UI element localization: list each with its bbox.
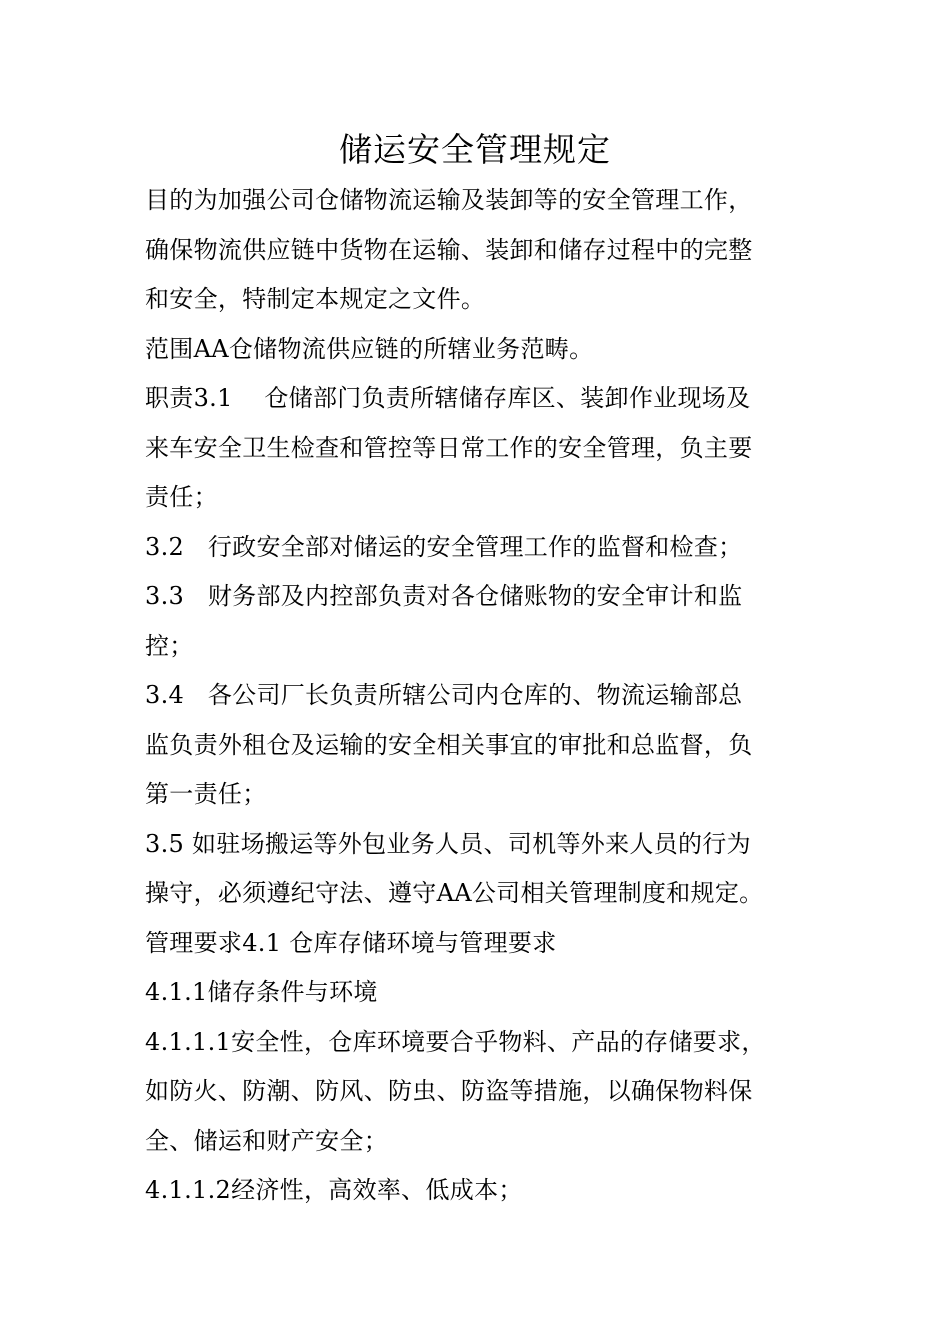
paragraph-responsibility-3-2 (145, 523, 813, 573)
paragraph-4-1-1-1 (145, 1018, 813, 1167)
text-line: 控； (145, 631, 194, 660)
text-line: 管理要求4.1 仓库存储环境与管理要求 (145, 928, 557, 957)
text-line: 全、储运和财产安全； (145, 1126, 388, 1155)
text-line: 3.4 各公司厂长负责所辖公司内仓库的、物流运输部总 (145, 681, 743, 709)
paragraph-4-1-1-2 (145, 1166, 813, 1216)
paragraph-responsibility-3-1 (145, 374, 813, 523)
text-line: 3.2 行政安全部对储运的安全管理工作的监督和检查； (145, 532, 743, 561)
text-line: 目的为加强公司仓储物流运输及装卸等的安全管理工作， (145, 186, 753, 214)
text-line: 操守，必须遵纪守法、遵守AA公司相关管理制度和规定。 (145, 879, 764, 907)
text-line: 4.1.1储存条件与环境 (145, 978, 378, 1006)
text-line: 确保物流供应链中货物在运输、装卸和储存过程中的完整 (145, 235, 753, 264)
text-line: 范围AA仓储物流供应链的所辖业务范畴。 (145, 334, 594, 363)
text-line: 第一责任； (145, 780, 267, 808)
text-line: 监负责外租仓及运输的安全相关事宜的审批和总监督，负 (145, 730, 753, 759)
text-line: 如防火、防潮、防风、防虫、防盗等措施，以确保物料保 (145, 1077, 753, 1105)
paragraph-responsibility-3-4 (145, 671, 813, 820)
text-line: 4.1.1.1安全性，仓库环境要合乎物料、产品的存储要求， (145, 1027, 766, 1056)
text-line: 责任； (145, 483, 218, 511)
document-body (145, 176, 813, 1216)
paragraph-responsibility-3-3 (145, 572, 813, 671)
paragraph-responsibility-3-5 (145, 820, 813, 919)
document-title: 储运安全管理规定 (339, 130, 611, 169)
text-line: 和安全，特制定本规定之文件。 (145, 285, 486, 313)
paragraph-scope (145, 325, 813, 375)
text-line: 4.1.1.2经济性，高效率、低成本； (145, 1176, 523, 1204)
text-line: 3.5 如驻场搬运等外包业务人员、司机等外来人员的行为 (145, 829, 751, 858)
text-line: 3.3 财务部及内控部负责对各仓储账物的安全审计和监 (145, 582, 743, 610)
text-line: 职责3.1 仓储部门负责所辖储存库区、装卸作业现场及 (145, 384, 751, 412)
paragraph-purpose (145, 176, 813, 325)
text-line: 来车安全卫生检查和管控等日常工作的安全管理，负主要 (145, 433, 753, 462)
paragraph-requirements-4-1 (145, 919, 813, 969)
paragraph-4-1-1 (145, 968, 813, 1018)
